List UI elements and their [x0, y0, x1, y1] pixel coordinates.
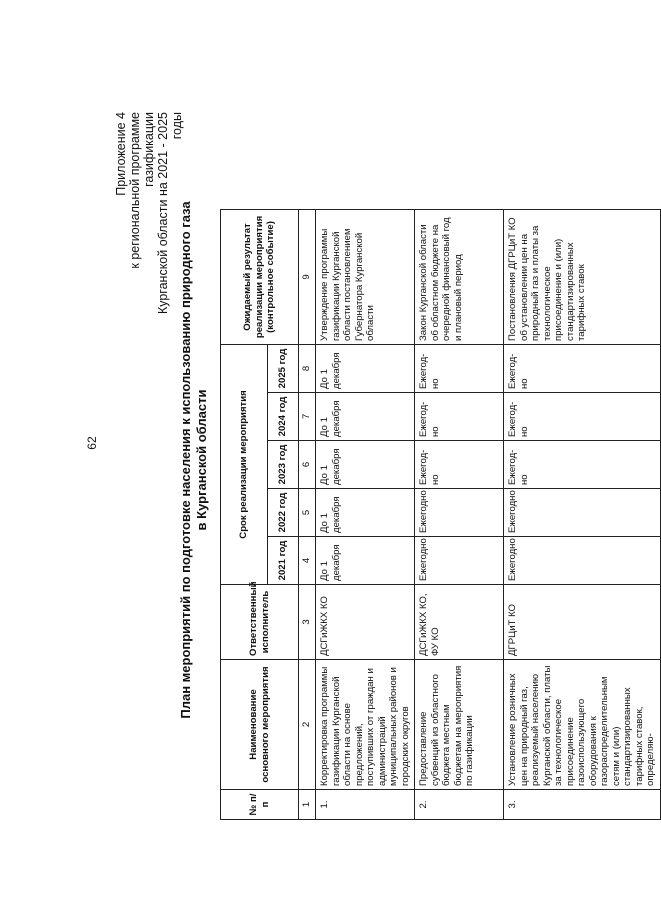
index-cell: 2	[299, 660, 316, 790]
row-result: Утверждение программы газификации Курганской области постановлением Губернатора Курганской области	[316, 209, 415, 344]
index-cell: 7	[299, 393, 316, 441]
row-2023: До 1 декабря	[316, 441, 415, 489]
header-result: Ожидаемый результат реализации мероприятия (контрольное событие)	[221, 209, 299, 344]
row-responsible: ДСГиЖКХ КО	[316, 585, 415, 660]
row-responsible: ДГРЦиТ КО	[504, 585, 661, 660]
row-2023: Ежегод-но	[415, 441, 504, 489]
header-name: Наименование основного мероприятия	[221, 660, 299, 790]
index-cell: 8	[299, 344, 316, 392]
header-period: Срок реализации мероприятия	[221, 344, 268, 584]
row-num: 1.	[316, 790, 415, 820]
title-line-2: в Курганской области	[194, 389, 209, 531]
row-name: Предоставление субвенций из областного бюджета местным бюджетам на мероприятия по газификации	[415, 660, 504, 790]
row-2025: Ежегод-но	[415, 344, 504, 392]
plan-table	[220, 209, 661, 820]
row-num: 2.	[415, 790, 504, 820]
header-2023: 2023 год	[268, 441, 299, 489]
row-2021: Ежегодно	[415, 537, 504, 585]
index-cell: 9	[299, 209, 316, 344]
row-name: Установление розничных цен на природный газ, реализуемый населению Курганской области, платы за технологическое присоединение газоиспользующего оборудования к газораспределительным сетям и (или) стандартизированных тарифных ставок, определяю-	[504, 660, 661, 790]
appendix-line-3: Курганской области на 2021 - 2025 годы	[156, 112, 184, 315]
row-2024: Ежегод-но	[504, 393, 661, 441]
row-2021: Ежегодно	[504, 537, 661, 585]
plan-table-container	[220, 210, 656, 820]
title-line-1: План мероприятий по подготовке населения к использованию природного газа	[178, 201, 193, 719]
header-2021: 2021 год	[268, 537, 299, 585]
row-2024: До 1 декабря	[316, 393, 415, 441]
index-cell: 4	[299, 537, 316, 585]
header-2022: 2022 год	[268, 489, 299, 537]
header-num: № п/п	[221, 790, 299, 820]
row-2024: Ежегод-но	[415, 393, 504, 441]
row-result: Закон Курганской области об областном бюджете на очередной финансовый год и плановый период	[415, 209, 504, 344]
appendix-line-1: Приложение 4	[114, 112, 128, 196]
row-name: Корректировка программы газификации Курганской области на основе предложений, поступивших от граждан и администраций муниципальных районов и городских округов	[316, 660, 415, 790]
row-2021: До 1 декабря	[316, 537, 415, 585]
row-2025: Ежегод-но	[504, 344, 661, 392]
row-result: Постановления ДГРЦиТ КО об установлении цен на природный газ и платы за технологическое присоединение и (или) стандартизированных тарифных ставок	[504, 209, 661, 344]
index-cell: 6	[299, 441, 316, 489]
appendix-line-2: к региональной программе газификации	[128, 112, 156, 269]
table-row	[415, 209, 504, 819]
row-num: 3.	[504, 790, 661, 820]
header-2024: 2024 год	[268, 393, 299, 441]
index-cell: 3	[299, 585, 316, 660]
row-2023: Ежегод-но	[504, 441, 661, 489]
index-cell: 5	[299, 489, 316, 537]
index-cell: 1	[299, 790, 316, 820]
row-responsible: ДСГиЖКХ КО, ФУ КО	[415, 585, 504, 660]
table-row	[504, 209, 661, 819]
page-title	[178, 180, 218, 740]
row-2025: До 1 декабря	[316, 344, 415, 392]
header-responsible: Ответственный исполнитель	[221, 585, 299, 660]
appendix-header	[114, 112, 184, 342]
row-2022: До 1 декабря	[316, 489, 415, 537]
row-2022: Ежегодно	[504, 489, 661, 537]
row-2022: Ежегодно	[415, 489, 504, 537]
header-2025: 2025 год	[268, 344, 299, 392]
page-number: 62	[85, 436, 99, 450]
table-row	[316, 209, 415, 819]
